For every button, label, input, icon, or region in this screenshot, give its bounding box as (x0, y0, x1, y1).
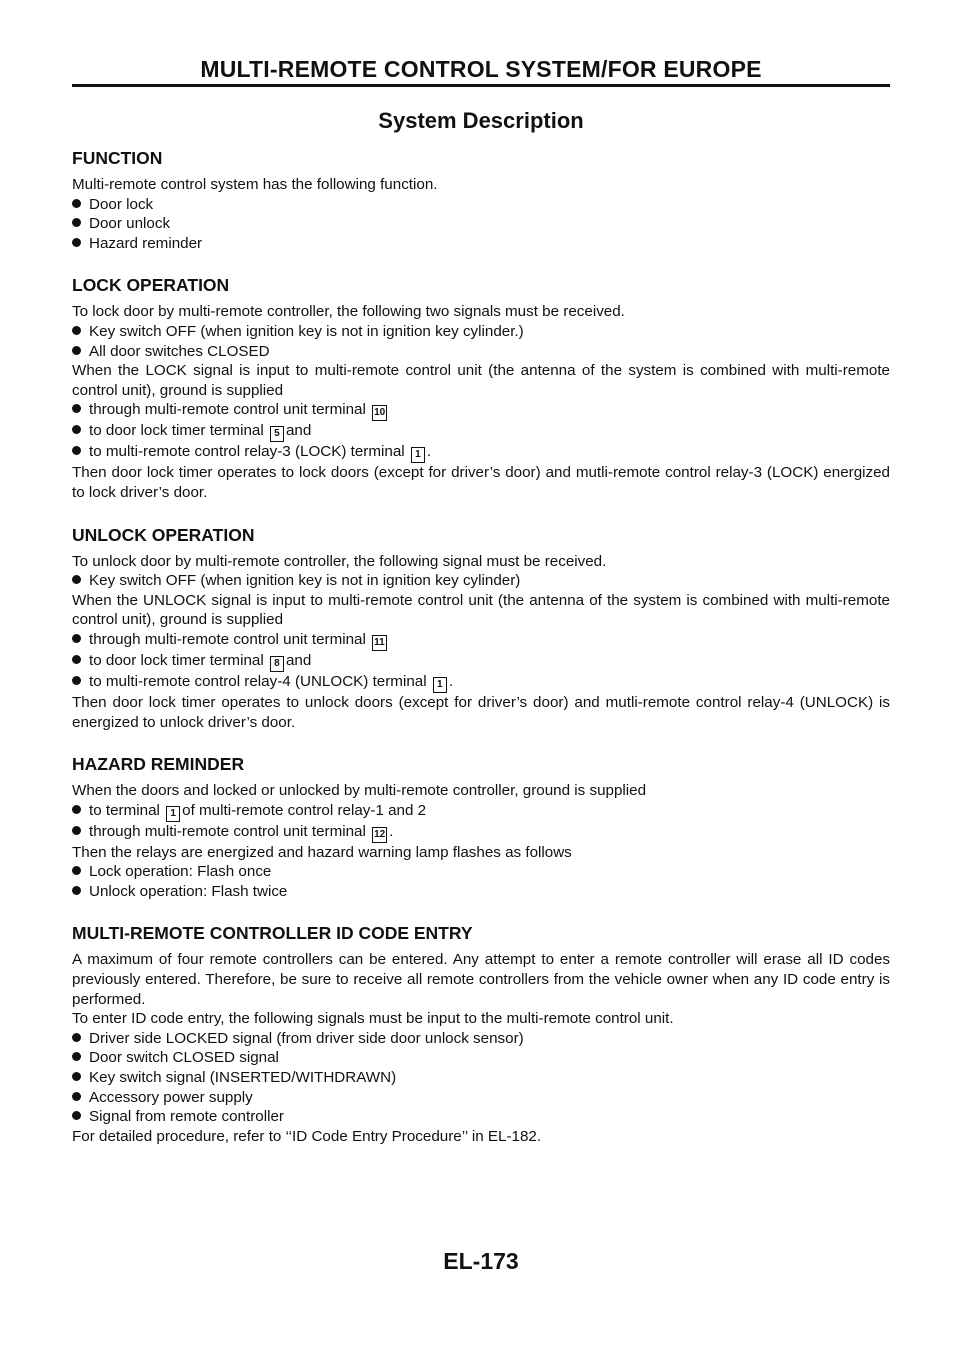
bullet-icon (72, 575, 81, 584)
terminal-number-badge: 11 (372, 635, 387, 651)
bullet-icon (72, 1072, 81, 1081)
id-entry-paragraph-2: To enter ID code entry, the following signals must be input to the multi-remote control unit. (72, 1010, 674, 1028)
bullet-icon (72, 238, 81, 247)
hazard-heading: HAZARD REMINDER (72, 754, 245, 775)
terminal-number-badge: 1 (166, 806, 180, 822)
list-item: Lock operation: Flash once (72, 862, 890, 882)
list-item: Key switch signal (INSERTED/WITHDRAWN) (72, 1068, 890, 1088)
list-item: Key switch OFF (when ignition key is not in ignition key cylinder) (72, 571, 890, 591)
bullet-icon (72, 1052, 81, 1061)
bullet-icon (72, 218, 81, 227)
list-item: through multi-remote control unit terminal 11 (72, 630, 890, 651)
page-header-title: MULTI-REMOTE CONTROL SYSTEM/FOR EUROPE (200, 56, 762, 82)
bullet-icon (72, 866, 81, 875)
bullet-icon (72, 425, 81, 434)
list-item: to door lock timer terminal 8 and (72, 651, 890, 672)
list-item: Door switch CLOSED signal (72, 1048, 890, 1068)
hazard-intro: When the doors and locked or unlocked by multi-remote controller, ground is supplied (72, 782, 647, 800)
list-item: Key switch OFF (when ignition key is not in ignition key cylinder.) (72, 322, 890, 342)
function-heading: FUNCTION (72, 148, 163, 168)
unlock-paragraph: When the UNLOCK signal is input to multi-remote control unit (the antenna of the system is combined with multi-remote control unit), ground is supplied (72, 591, 890, 629)
list-item: to terminal 1 of multi-remote control relay-1 and 2 (72, 801, 890, 822)
list-item: Unlock operation: Flash twice (72, 882, 890, 902)
terminal-number-badge: 12 (372, 827, 387, 843)
list-item: Driver side LOCKED signal (from driver side door unlock sensor) (72, 1029, 890, 1049)
list-item: All door switches CLOSED (72, 342, 890, 362)
terminal-number-badge: 10 (372, 405, 387, 421)
id-entry-outro: For detailed procedure, refer to ‘‘ID Code Entry Procedure’’ in EL-182. (72, 1127, 542, 1145)
list-item: Door lock (72, 195, 890, 215)
bullet-icon (72, 446, 81, 455)
unlock-operation-section (72, 525, 890, 733)
unlock-intro: To unlock door by multi-remote controller, the following signal must be received. (72, 552, 607, 570)
bullet-icon (72, 199, 81, 208)
bullet-icon (72, 1033, 81, 1042)
bullet-icon (72, 826, 81, 835)
bullet-icon (72, 404, 81, 413)
document-body (72, 108, 890, 1168)
bullet-icon (72, 655, 81, 664)
page-title: System Description (378, 108, 584, 133)
bullet-icon (72, 805, 81, 814)
terminal-number-badge: 1 (411, 447, 425, 463)
bullet-icon (72, 346, 81, 355)
bullet-icon (72, 1111, 81, 1120)
list-item: to multi-remote control relay-4 (UNLOCK) terminal 1 . (72, 672, 890, 693)
bullet-icon (72, 326, 81, 335)
list-item: through multi-remote control unit terminal 12 . (72, 822, 890, 843)
unlock-outro: Then door lock timer operates to unlock doors (except for driver’s door) and mutli-remote control relay-4 (UNLOCK) is energized to unlock driver’s door. (72, 693, 890, 731)
hazard-paragraph: Then the relays are energized and hazard warning lamp flashes as follows (72, 843, 572, 861)
lock-heading: LOCK OPERATION (72, 275, 230, 296)
lock-intro: To lock door by multi-remote controller, the following two signals must be received. (72, 303, 625, 321)
list-item: Signal from remote controller (72, 1107, 890, 1127)
lock-operation-section (72, 275, 890, 502)
hazard-reminder-section (72, 754, 890, 901)
page-number: EL-173 (443, 1248, 519, 1274)
bullet-icon (72, 634, 81, 643)
list-item: to multi-remote control relay-3 (LOCK) terminal 1 . (72, 442, 890, 463)
list-item: through multi-remote control unit terminal 10 (72, 400, 890, 421)
terminal-number-badge: 1 (433, 677, 447, 693)
terminal-number-badge: 5 (270, 426, 284, 442)
list-item: to door lock timer terminal 5 and (72, 421, 890, 442)
header-rule (72, 84, 890, 87)
lock-paragraph: When the LOCK signal is input to multi-remote control unit (the antenna of the system is combined with multi-remote control unit), ground is supplied (72, 362, 890, 399)
list-item: Hazard reminder (72, 234, 890, 254)
terminal-number-badge: 8 (270, 656, 284, 672)
function-intro: Multi-remote control system has the following function. (72, 176, 438, 193)
id-entry-heading: MULTI-REMOTE CONTROLLER ID CODE ENTRY (72, 923, 473, 944)
id-code-entry-section (72, 923, 890, 1146)
bullet-icon (72, 676, 81, 685)
list-item: Door unlock (72, 214, 890, 234)
lock-outro: Then door lock timer operates to lock doors (except for driver’s door) and mutli-remote control relay-3 (LOCK) energized to lock driver’s door. (72, 464, 890, 501)
unlock-heading: UNLOCK OPERATION (72, 524, 255, 545)
bullet-icon (72, 1092, 81, 1101)
function-section (72, 148, 890, 253)
id-entry-paragraph: A maximum of four remote controllers can be entered. Any attempt to enter a remote controller will erase all ID codes previously entered. Therefore, be sure to receive all remote controllers from the vehicle owner when any ID code entry is performed. (72, 951, 890, 1008)
bullet-icon (72, 886, 81, 895)
list-item: Accessory power supply (72, 1088, 890, 1108)
